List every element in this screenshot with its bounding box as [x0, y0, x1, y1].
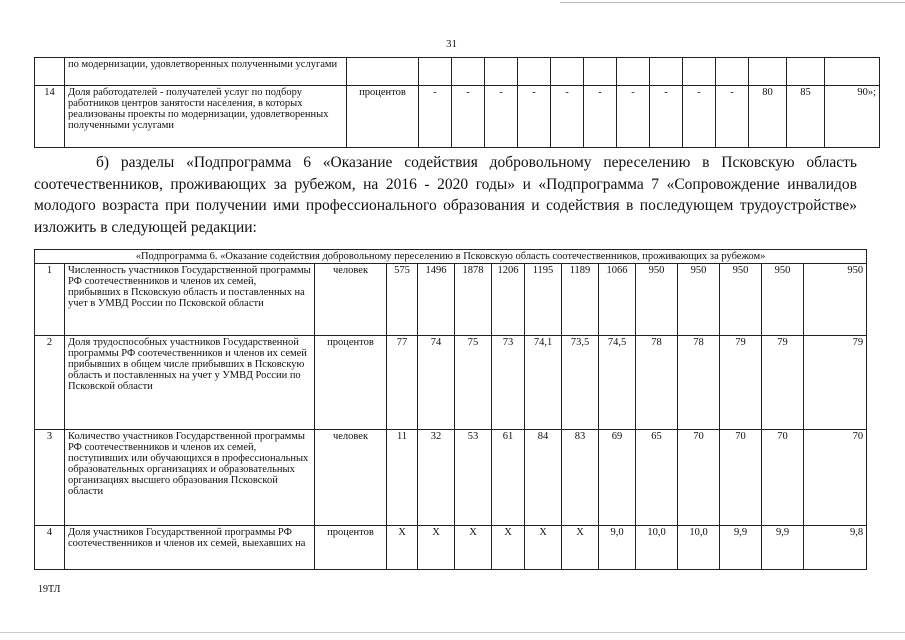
document-code: 19ТЛ: [38, 584, 61, 595]
value-cell: 75: [455, 336, 492, 430]
value-cell: [584, 58, 617, 86]
amendment-text: б) разделы «Подпрограмма 6 «Оказание содействия добровольному переселению в Псковскую область соотечественников, проживающих за рубежом, на 2016 - 2020 годы» и «Подпрограмма 7 «Сопровождение инвалидов молодого возраста при получении ими профессионального образования и содействия в последующем трудоустройстве» изложить в следующей редакции:: [34, 154, 857, 236]
value-cell: [825, 58, 880, 86]
value-cell: -: [419, 86, 452, 148]
value-cell: X: [418, 526, 455, 570]
value-cell: -: [452, 86, 485, 148]
value-cell: 9,8: [804, 526, 867, 570]
indicator-name: Количество участников Государственной программы РФ соотечественников и членов их семей, поступивших или обучающихся в профессиональных образовательных организациях и образовательных организациях высшего образования Псковской области: [65, 430, 315, 526]
value-cell: 70: [720, 430, 762, 526]
indicator-table-continuation: [34, 57, 880, 148]
value-cell: 1496: [418, 264, 455, 336]
unit-cell: процентов: [315, 526, 387, 570]
indicator-name: Доля участников Государственной программы РФ соотечественников и членов их семей, выехавших на: [65, 526, 315, 570]
value-cell: 70: [804, 430, 867, 526]
value-cell: [787, 58, 825, 86]
value-cell: 1878: [455, 264, 492, 336]
value-cell: 950: [678, 264, 720, 336]
indicator-name: по модернизации, удовлетворенных полученными услугами: [65, 58, 347, 86]
value-cell: 83: [562, 430, 599, 526]
value-cell: 79: [720, 336, 762, 430]
value-cell: 1189: [562, 264, 599, 336]
unit-cell: человек: [315, 430, 387, 526]
value-cell: 32: [418, 430, 455, 526]
value-cell: [551, 58, 584, 86]
value-cell: 10,0: [678, 526, 720, 570]
value-cell: [749, 58, 787, 86]
scan-edge-bottom: [0, 632, 905, 633]
row-number: 2: [35, 336, 65, 430]
value-cell: 575: [387, 264, 418, 336]
value-cell: -: [551, 86, 584, 148]
value-cell: X: [455, 526, 492, 570]
table-row: [35, 526, 867, 570]
subprogram-6-table: [34, 249, 867, 570]
row-number: [35, 58, 65, 86]
value-cell: 9,9: [762, 526, 804, 570]
unit-cell: [347, 58, 419, 86]
value-cell: -: [617, 86, 650, 148]
value-cell: 80: [749, 86, 787, 148]
subprogram-header: «Подпрограмма 6. «Оказание содействия добровольному переселению в Псковскую область соотечественников, проживающих за рубежом»: [35, 250, 867, 264]
unit-cell: процентов: [347, 86, 419, 148]
value-cell: -: [683, 86, 716, 148]
value-cell: 9,0: [599, 526, 636, 570]
value-cell: X: [387, 526, 418, 570]
value-cell: 9,9: [720, 526, 762, 570]
value-cell: 53: [455, 430, 492, 526]
value-cell: 74,1: [525, 336, 562, 430]
row-number: 4: [35, 526, 65, 570]
row-number: 14: [35, 86, 65, 148]
amendment-paragraph: [34, 152, 857, 238]
value-cell: [650, 58, 683, 86]
value-cell: -: [716, 86, 749, 148]
value-cell: 1206: [492, 264, 525, 336]
value-cell: 77: [387, 336, 418, 430]
page-number: 31: [446, 38, 457, 50]
value-cell: 950: [804, 264, 867, 336]
value-cell: [419, 58, 452, 86]
row-number: 1: [35, 264, 65, 336]
value-cell: 950: [636, 264, 678, 336]
value-cell: [452, 58, 485, 86]
indicator-name: Доля трудоспособных участников Государственной программы РФ соотечественников и членов их семей прибывших в общем числе прибывших в Псковскую область и поставленных на учет у УМВД России по Псковской области: [65, 336, 315, 430]
value-cell: 70: [762, 430, 804, 526]
unit-cell: процентов: [315, 336, 387, 430]
value-cell: [716, 58, 749, 86]
table-row: [35, 86, 880, 148]
value-cell: 950: [762, 264, 804, 336]
value-cell: X: [492, 526, 525, 570]
value-cell: [485, 58, 518, 86]
table-row: [35, 430, 867, 526]
value-cell: -: [650, 86, 683, 148]
value-cell: 74,5: [599, 336, 636, 430]
indicator-name: Доля работодателей - получателей услуг по подбору работников центров занятости населения, в которых реализованы проекты по модернизации, удовлетворенных полученными услугами: [65, 86, 347, 148]
value-cell: 78: [678, 336, 720, 430]
table-row: [35, 264, 867, 336]
value-cell: 1195: [525, 264, 562, 336]
value-cell: 90»;: [825, 86, 880, 148]
value-cell: [683, 58, 716, 86]
value-cell: 950: [720, 264, 762, 336]
value-cell: 79: [762, 336, 804, 430]
value-cell: 1066: [599, 264, 636, 336]
row-number: 3: [35, 430, 65, 526]
value-cell: 70: [678, 430, 720, 526]
value-cell: 65: [636, 430, 678, 526]
value-cell: [617, 58, 650, 86]
indicator-name: Численность участников Государственной программы РФ соотечественников и членов их семей, прибывших в Псковскую область и поставленных на учет в УМВД России по Псковской области: [65, 264, 315, 336]
value-cell: -: [518, 86, 551, 148]
value-cell: 84: [525, 430, 562, 526]
scan-edge-top: [560, 2, 905, 3]
unit-cell: человек: [315, 264, 387, 336]
value-cell: -: [584, 86, 617, 148]
value-cell: 10,0: [636, 526, 678, 570]
value-cell: 85: [787, 86, 825, 148]
value-cell: 61: [492, 430, 525, 526]
value-cell: 73: [492, 336, 525, 430]
value-cell: 73,5: [562, 336, 599, 430]
value-cell: 74: [418, 336, 455, 430]
value-cell: 11: [387, 430, 418, 526]
value-cell: 79: [804, 336, 867, 430]
table-row: [35, 58, 880, 86]
value-cell: -: [485, 86, 518, 148]
value-cell: X: [562, 526, 599, 570]
value-cell: 69: [599, 430, 636, 526]
value-cell: X: [525, 526, 562, 570]
value-cell: [518, 58, 551, 86]
value-cell: 78: [636, 336, 678, 430]
table-row: [35, 336, 867, 430]
